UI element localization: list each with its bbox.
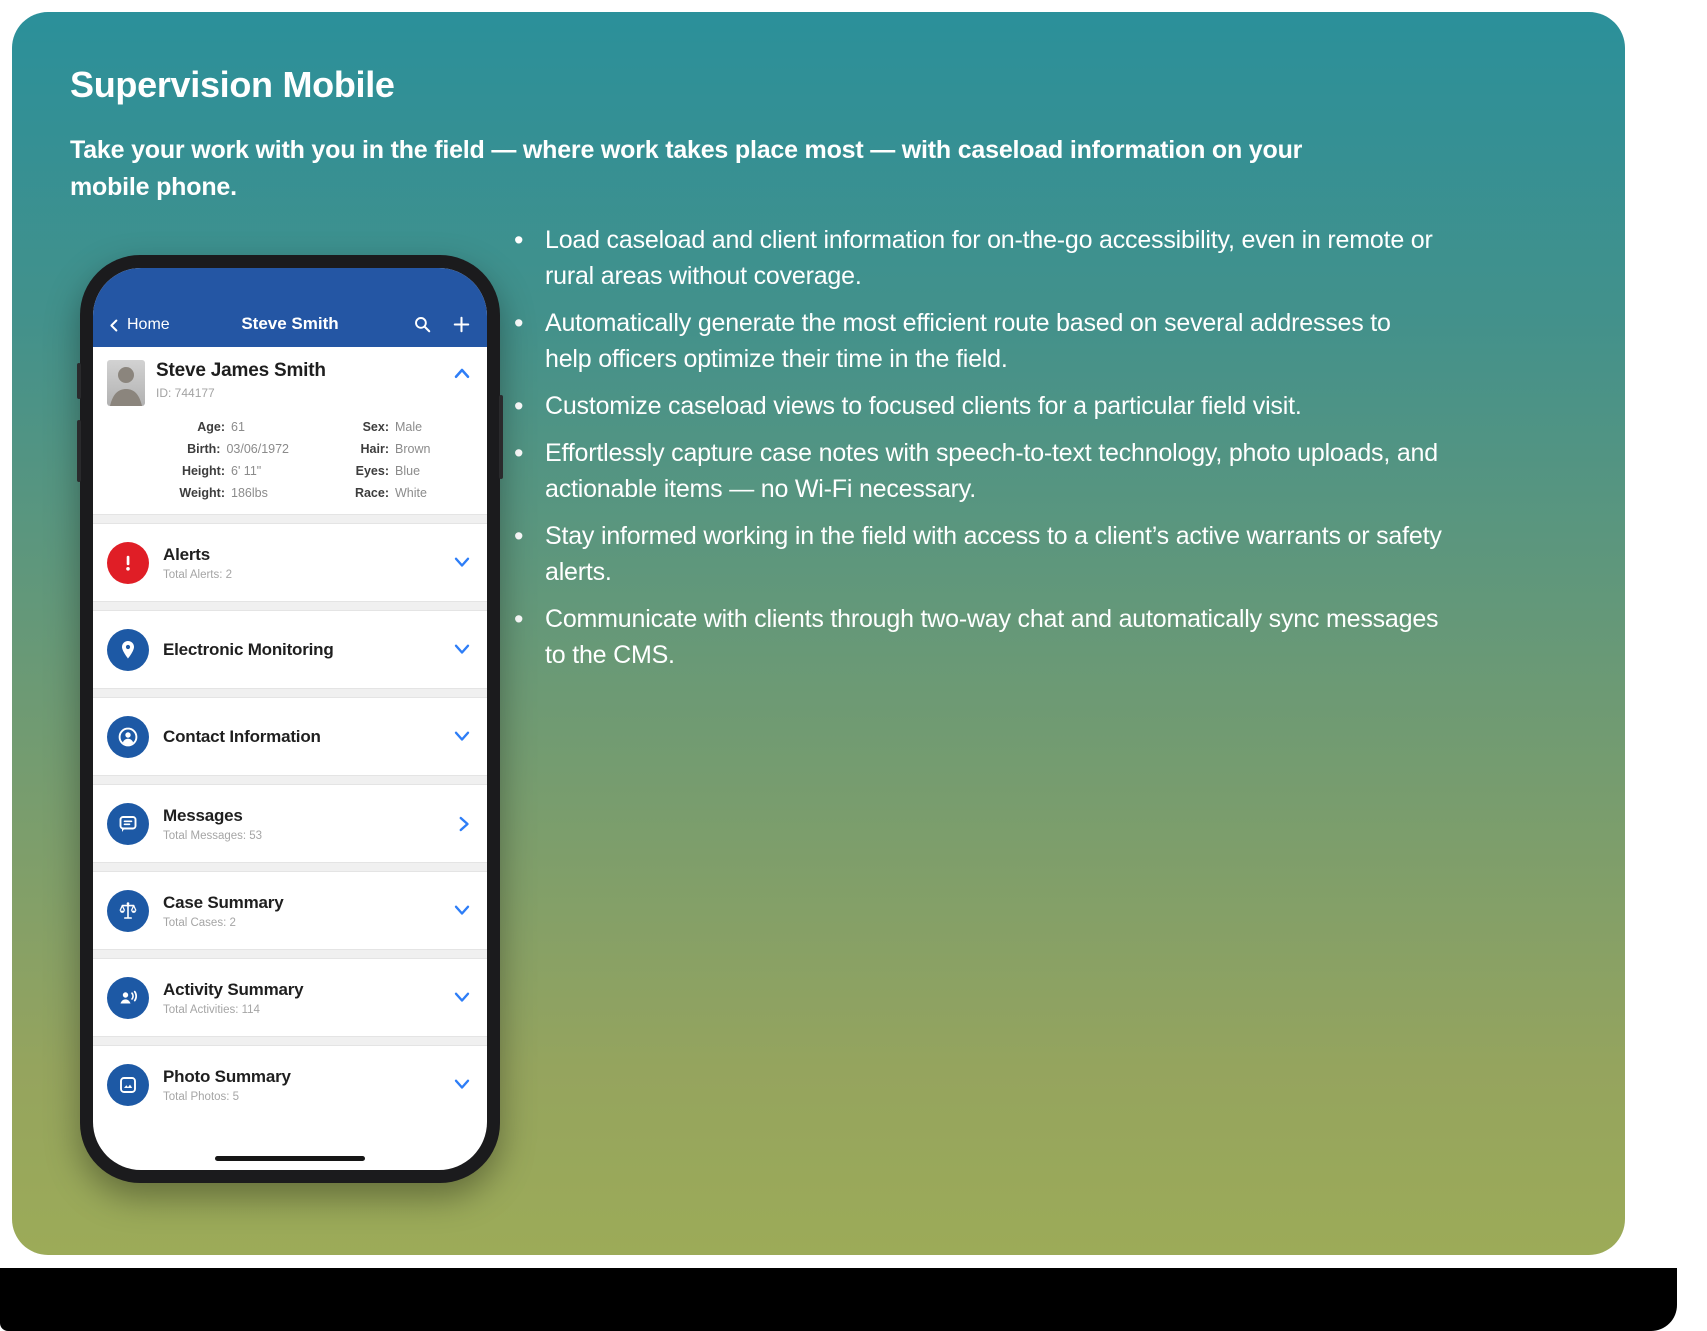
speaking-person-icon — [116, 986, 140, 1010]
page-subtitle: Take your work with you in the field — where work takes place most — with caseload information on your mobile phone. — [70, 136, 1303, 201]
feature-item: • Effortlessly capture case notes with speech-to-text technology, photo uploads, and actionable items — no Wi-Fi necessary. — [512, 435, 1442, 507]
chevron-down-icon[interactable] — [453, 643, 471, 656]
section-subtitle: Total Messages: 53 — [163, 829, 263, 842]
feature-item: • Communicate with clients through two-way chat and automatically sync messages to the CMS. — [512, 601, 1442, 673]
detail-value: 61 — [231, 420, 245, 434]
app-title: Steve Smith — [241, 314, 339, 333]
section-title: Electronic Monitoring — [163, 639, 334, 659]
divider — [93, 514, 487, 524]
divider — [93, 601, 487, 611]
app-nav-bar — [93, 268, 487, 347]
chevron-right-icon[interactable] — [458, 815, 471, 833]
chevron-left-icon — [107, 318, 122, 333]
detail-label: Weight: — [179, 486, 225, 500]
detail-label: Age: — [197, 420, 225, 434]
feature-item: • Stay informed working in the field with access to a client’s active warrants or safety alerts. — [512, 518, 1442, 590]
photo-icon — [116, 1073, 140, 1097]
hero-card — [12, 12, 1625, 1255]
section-row-electronic-monitoring[interactable] — [93, 611, 487, 688]
detail-row — [107, 416, 471, 438]
section-row-case-summary[interactable] — [93, 872, 487, 949]
feature-item: • Automatically generate the most efficient route based on several addresses to help officers optimize their time in the field. — [512, 305, 1442, 377]
client-profile — [93, 347, 487, 514]
section-subtitle: Total Alerts: 2 — [163, 568, 233, 581]
feature-item: • Load caseload and client information for on-the-go accessibility, even in remote or rural areas without coverage. — [512, 222, 1442, 294]
chevron-up-icon[interactable] — [453, 366, 471, 380]
chevron-down-icon[interactable] — [453, 556, 471, 569]
divider — [93, 1036, 487, 1046]
section-subtitle: Total Activities: 114 — [163, 1003, 260, 1016]
phone-screen — [93, 268, 487, 1170]
detail-label: Birth: — [187, 442, 221, 456]
home-indicator[interactable] — [215, 1156, 365, 1161]
detail-row — [107, 482, 471, 504]
location-pin-icon — [116, 638, 140, 662]
alert-icon — [116, 551, 140, 575]
detail-row — [107, 438, 471, 460]
phone-mockup — [80, 255, 500, 1183]
detail-value: 03/06/1972 — [226, 442, 289, 456]
detail-value: Male — [395, 420, 423, 434]
detail-label: Hair: — [360, 442, 389, 456]
detail-value: 186lbs — [231, 486, 268, 500]
side-button — [77, 420, 81, 482]
section-title: Photo Summary — [163, 1066, 291, 1086]
divider — [93, 688, 487, 698]
page-title: Supervision Mobile — [70, 64, 395, 105]
section-title: Alerts — [163, 544, 210, 564]
section-row-messages[interactable] — [93, 785, 487, 862]
contact-icon — [116, 725, 140, 749]
client-id: ID: 744177 — [156, 386, 215, 400]
chevron-down-icon[interactable] — [453, 904, 471, 917]
section-row-contact-information[interactable] — [93, 698, 487, 775]
section-row-photo-summary[interactable] — [93, 1046, 487, 1123]
feature-item: • Customize caseload views to focused clients for a particular field visit. — [512, 388, 1442, 424]
section-title: Activity Summary — [163, 979, 304, 999]
client-name: Steve James Smith — [156, 360, 326, 381]
side-button — [499, 395, 503, 479]
detail-row — [107, 460, 471, 482]
section-row-activity-summary[interactable] — [93, 959, 487, 1036]
detail-value: 6' 11" — [231, 464, 262, 478]
side-button — [77, 363, 81, 399]
chevron-down-icon[interactable] — [453, 1078, 471, 1091]
divider — [93, 862, 487, 872]
section-title: Contact Information — [163, 726, 321, 746]
section-title: Case Summary — [163, 892, 284, 912]
detail-label: Height: — [181, 464, 225, 478]
divider — [93, 775, 487, 785]
divider — [93, 949, 487, 959]
section-title: Messages — [163, 805, 243, 825]
feature-list — [512, 222, 1442, 684]
detail-label: Race: — [354, 486, 389, 500]
add-icon[interactable] — [452, 315, 471, 334]
section-subtitle: Total Cases: 2 — [163, 916, 236, 929]
back-button[interactable] — [107, 316, 170, 334]
scales-icon — [116, 899, 140, 923]
detail-label: Eyes: — [355, 464, 389, 478]
client-photo — [107, 360, 145, 406]
client-details — [107, 416, 471, 504]
section-row-alerts[interactable] — [93, 524, 487, 601]
section-subtitle: Total Photos: 5 — [163, 1090, 240, 1103]
chevron-down-icon[interactable] — [453, 730, 471, 743]
detail-value: Brown — [395, 442, 431, 456]
chevron-down-icon[interactable] — [453, 991, 471, 1004]
search-icon[interactable] — [413, 315, 432, 334]
bottom-shadow-band — [0, 1268, 1677, 1331]
detail-label: Sex: — [362, 420, 389, 434]
detail-value: Blue — [395, 464, 421, 478]
detail-value: White — [395, 486, 427, 500]
mugshot-silhouette-icon — [107, 360, 145, 406]
chat-icon — [116, 812, 140, 836]
back-label: Home — [127, 316, 170, 333]
